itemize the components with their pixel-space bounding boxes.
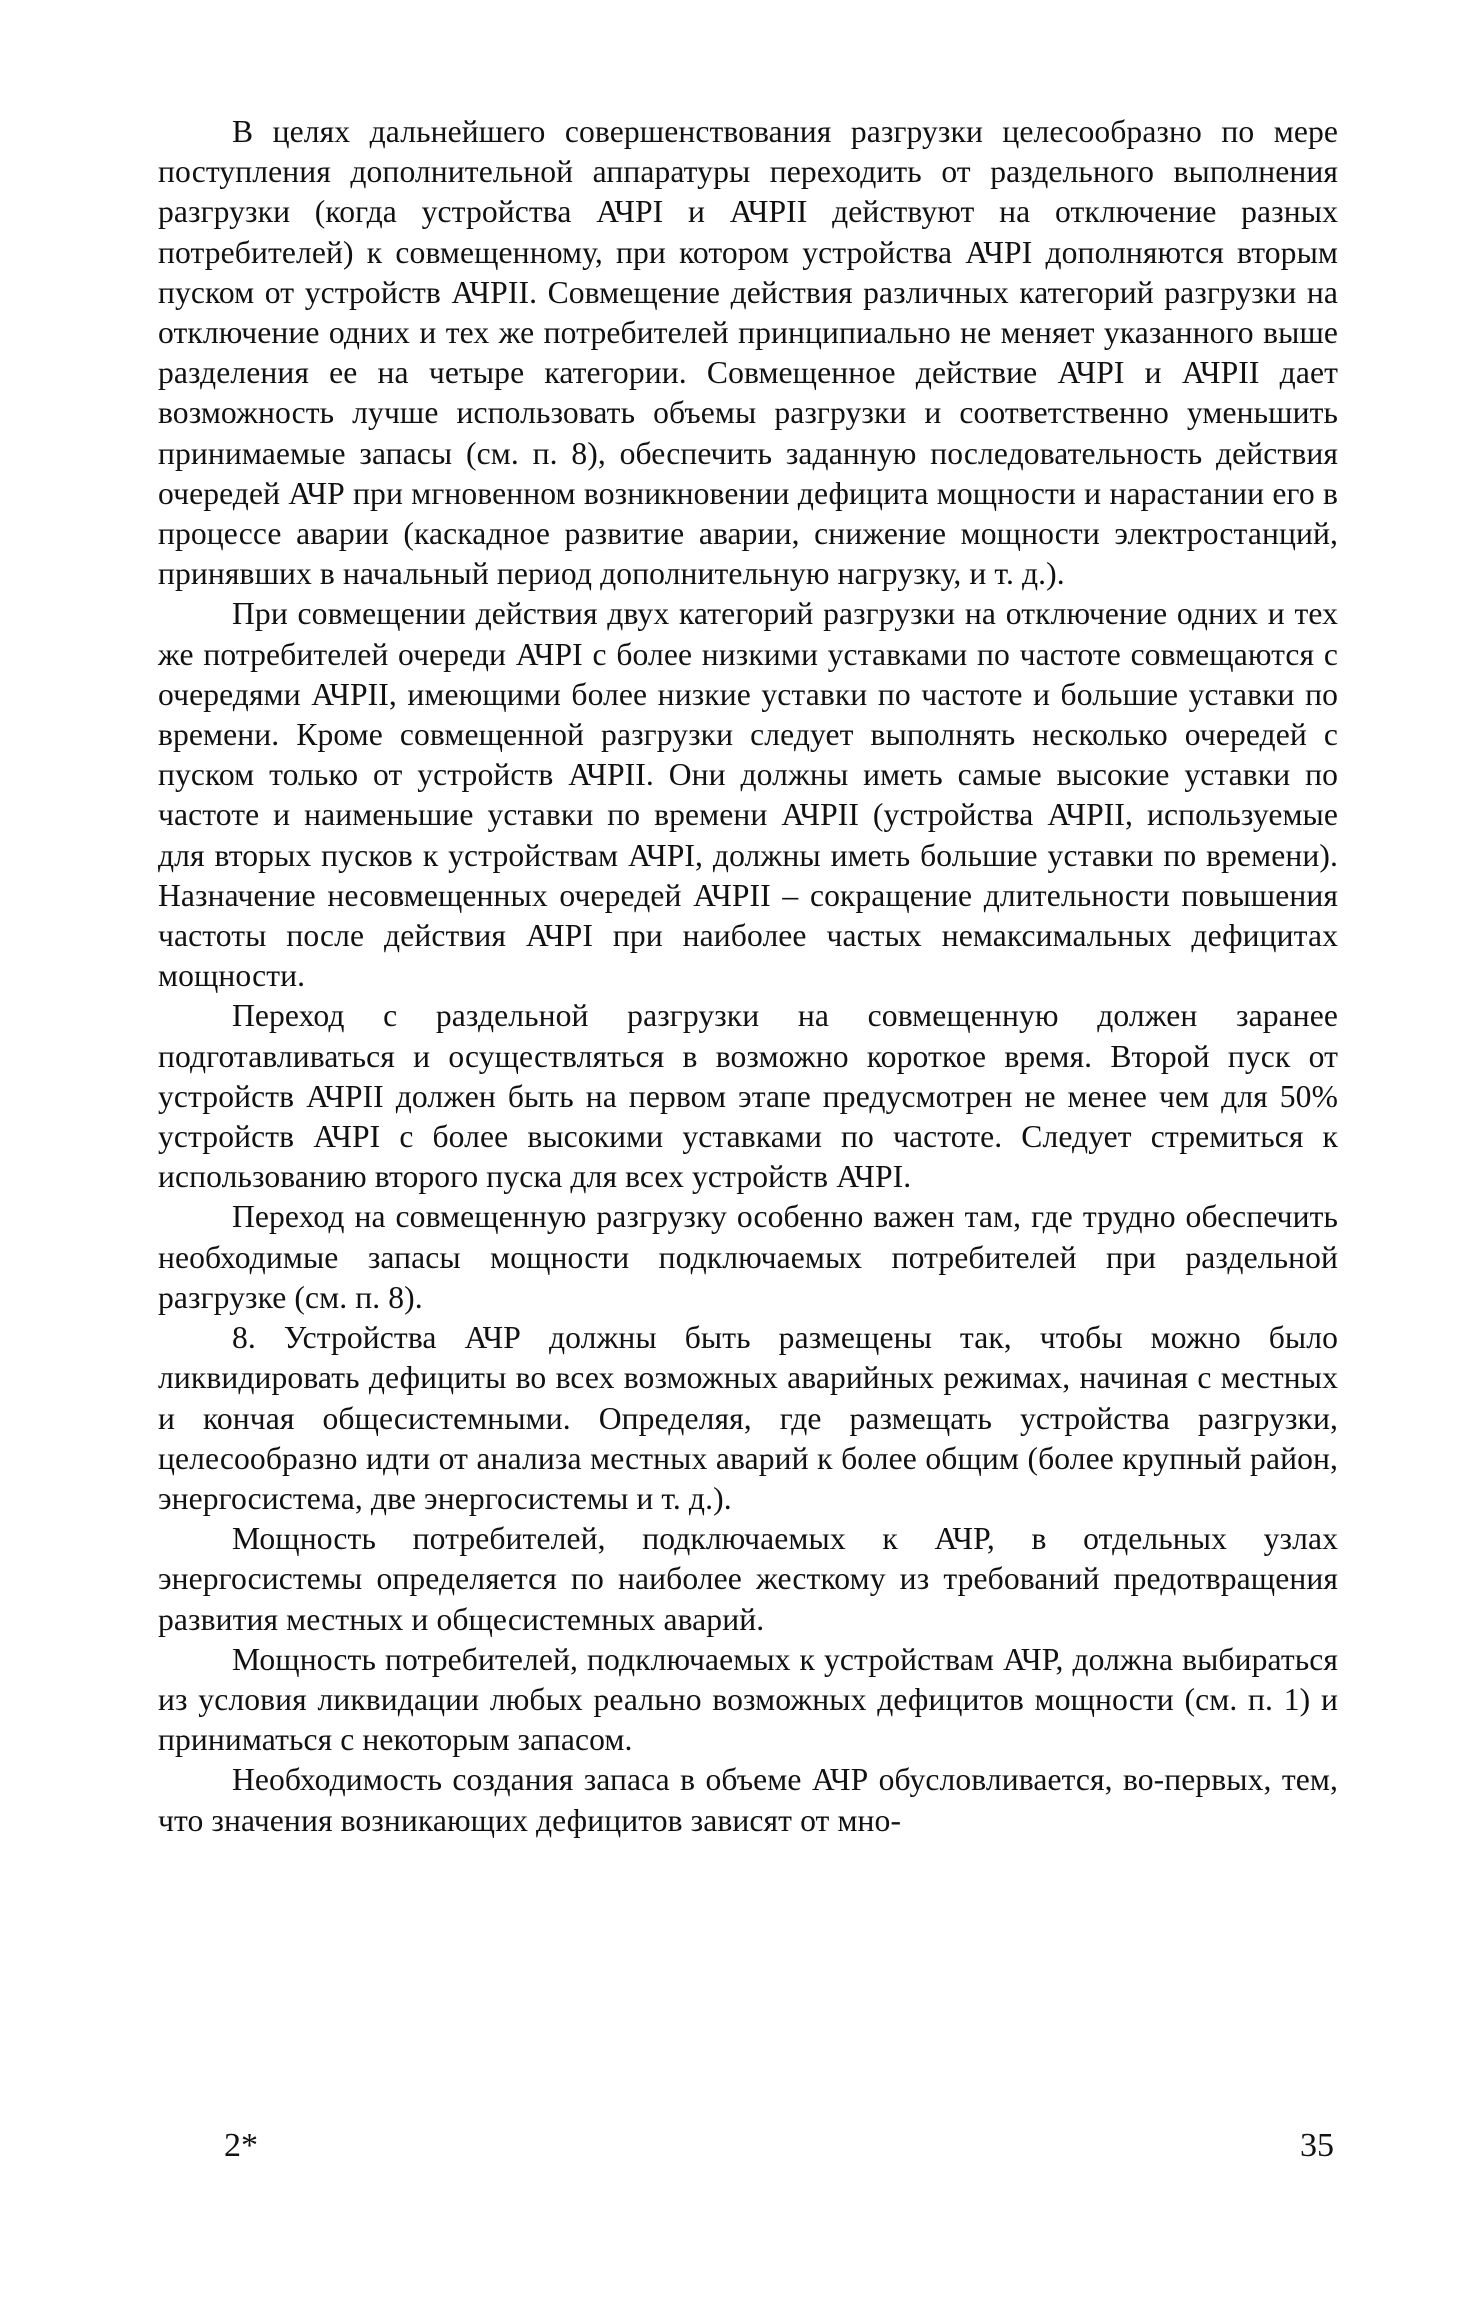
signature-mark: 2* <box>224 2127 258 2164</box>
paragraph-5: 8. Устройства АЧР должны быть размещены так, чтобы можно было ликвидировать дефициты во всех возможных аварийных режимах, начиная с местных и кончая общесистемными. Определяя, где размещать устройства разгрузки, целесообразно идти от анализа местных аварий к более общим (более крупный район, энергосистема, две энергосистемы и т. д.). <box>158 1320 1338 1516</box>
paragraph-8: Необходимость создания запаса в объеме АЧР обусловливается, во-первых, тем, что значения возникающих дефицитов зависят от мно- <box>158 1762 1338 1838</box>
paragraph-6: Мощность потребителей, подключаемых к АЧР, в отдельных узлах энергосистемы определяется по наиболее жесткому из требований предотвращения развития местных и общесистемных аварий. <box>158 1521 1338 1637</box>
paragraph-7: Мощность потребителей, подключаемых к устройствам АЧР, должна выбираться из условия ликвидации любых реально возможных дефицитов мощности (см. п. 1) и приниматься с некоторым запасом. <box>158 1641 1338 1758</box>
paragraph-2: При совмещении действия двух категорий разгрузки на отключение одних и тех же потребителей очереди АЧРI с более низкими уставками по частоте совмещаются с очередями АЧРII, имеющими более низкие уставки по частоте и большие уставки по времени. Кроме совмещенной разгрузки следует выполнять несколько очередей с пуском только от устройств АЧРII. Они должны иметь самые высокие уставки по частоте и наименьшие уставки по времени АЧРII (устройства АЧРII, используемые для вторых пусков к устройствам АЧРI, должны иметь большие уставки по времени). Назначение несовмещенных очередей АЧРII – сокращение длительности повышения частоты после действия АЧРI при наиболее частых немаксимальных дефицитах мощности. <box>158 596 1338 994</box>
paragraph-3: Переход с раздельной разгрузки на совмещенную должен заранее подготавливаться и осуществляться в возможно короткое время. Второй пуск от устройств АЧРII должен быть на первом этапе предусмотрен не менее чем для 50% устройств АЧРI с более высокими уставками по частоте. Следует стремиться к использованию второго пуска для всех устройств АЧРI. <box>158 998 1338 1195</box>
page-number: 35 <box>1300 2127 1334 2164</box>
page-body <box>158 112 1338 1841</box>
paragraph-4: Переход на совмещенную разгрузку особенно важен там, где трудно обеспечить необходимые запасы мощности подключаемых потребителей при раздельной разгрузке (см. п. 8). <box>158 1199 1338 1315</box>
paragraph-1: В целях дальнейшего совершенствования разгрузки целесообразно по мере поступления дополнительной аппаратуры переходить от раздельного выполнения разгрузки (когда устройства АЧРI и АЧРII действуют на отключение разных потребителей) к совмещенному, при котором устройства АЧРI дополняются вторым пуском от устройств АЧРII. Совмещение действия различных категорий разгрузки на отключение одних и тех же потребителей принципиально не меняет указанного выше разделения ее на четыре категории. Совмещенное действие АЧРI и АЧРII дает возможность лучше использовать объемы разгрузки и соответственно уменьшить принимаемые запасы (см. п. 8), обеспечить заданную последовательность действия очередей АЧР при мгновенном возникновении дефицита мощности и нарастании его в процессе аварии (каскадное развитие аварии, снижение мощности электростанций, принявших в начальный период дополнительную нагрузку, и т. д.). <box>158 114 1338 592</box>
